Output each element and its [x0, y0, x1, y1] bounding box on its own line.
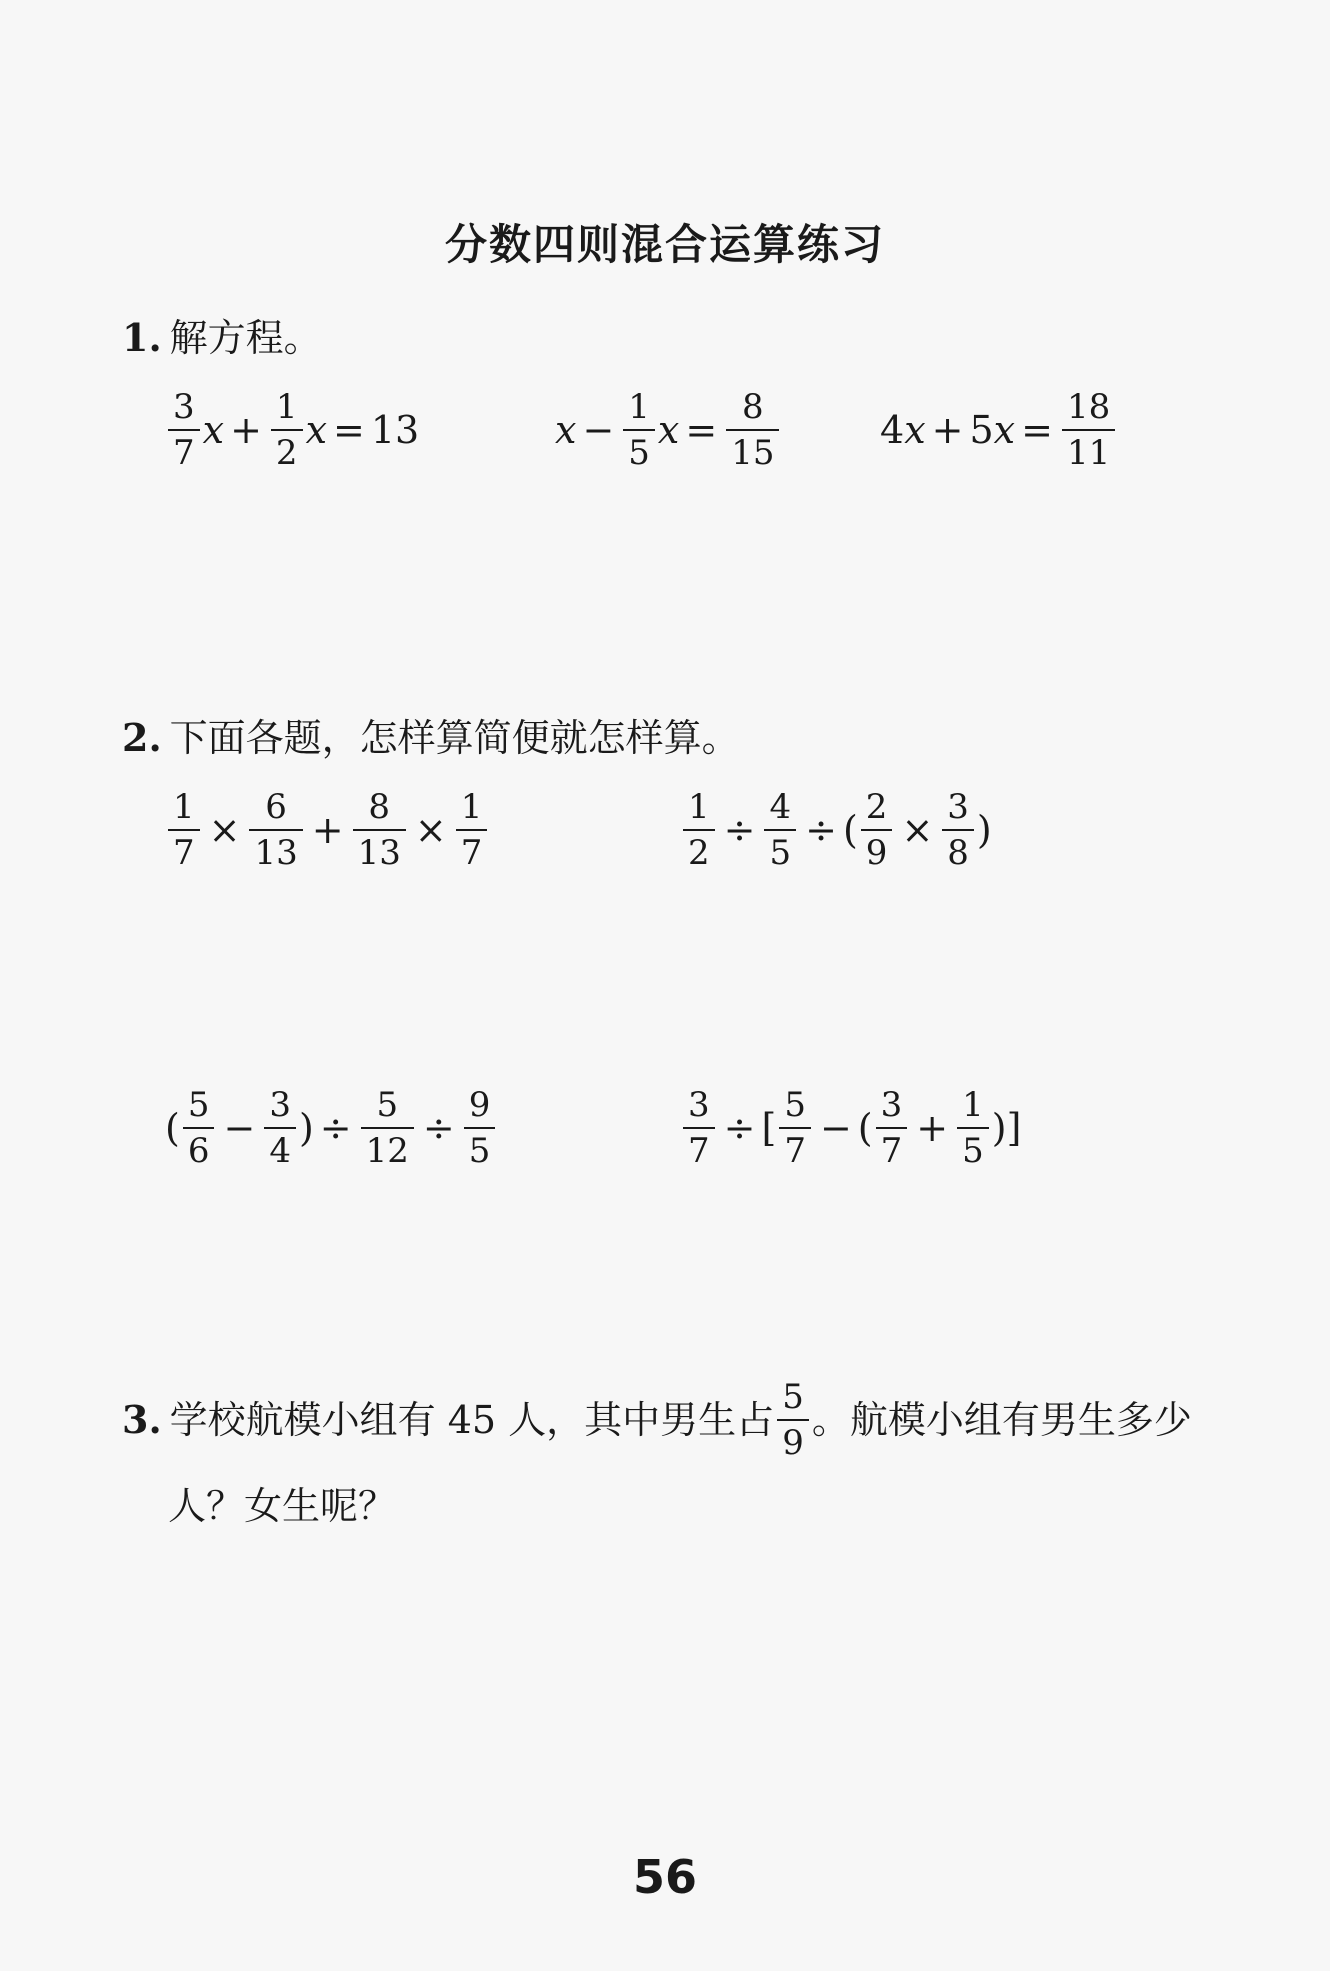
expression-2: $\frac{1}{2}$ ÷ $\frac{4}{5}$ ÷ ( $\frac{2}{9}$ × $\frac{3}{8}$ ) — [680, 790, 992, 870]
fraction: $\frac{3}{7}$ — [876, 1088, 908, 1168]
equation-1: $\frac{3}{7}$ x + $\frac{1}{2}$ x = 13 — [165, 390, 419, 470]
fraction: $\frac{1}{5}$ — [957, 1088, 989, 1168]
expression-3: ( $\frac{5}{6}$ − $\frac{3}{4}$ ) ÷ $\frac{5}{12}$ ÷ $\frac{9}{5}$ — [165, 1088, 498, 1168]
fraction: $\frac{1}{2}$ — [683, 790, 715, 870]
fraction: $\frac{4}{5}$ — [764, 790, 796, 870]
question-1-number: 1. — [122, 315, 162, 360]
fraction: $\frac{9}{5}$ — [464, 1088, 496, 1168]
equation-3: 4 x + 5 x = $\frac{18}{11}$ — [880, 390, 1118, 470]
question-2-heading — [122, 714, 740, 762]
fraction: $\frac{3}{7}$ — [683, 1088, 715, 1168]
question-2-text: 下面各题，怎样算简便就怎样算。 — [169, 716, 740, 760]
question-3-line-2: 人？女生呢？ — [168, 1484, 397, 1528]
question-3-text-before: 学校航模小组有 45 人，其中男生占 — [169, 1398, 775, 1442]
fraction: $\frac{3}{4}$ — [264, 1088, 296, 1168]
fraction: $\frac{18}{11}$ — [1062, 390, 1115, 470]
fraction: $\frac{5}{12}$ — [361, 1088, 414, 1168]
fraction: $\frac{5}{7}$ — [779, 1088, 811, 1168]
expression-4: $\frac{3}{7}$ ÷ [ $\frac{5}{7}$ − ( $\frac{3}{7}$ + $\frac{1}{5}$ ) ] — [680, 1088, 1021, 1168]
fraction: $\frac{3}{7}$ — [168, 390, 200, 470]
question-3-text-after: 。航模小组有男生多少 — [811, 1398, 1192, 1442]
fraction: $\frac{8}{13}$ — [353, 790, 406, 870]
fraction: $\frac{1}{7}$ — [456, 790, 488, 870]
question-3-number: 3. — [122, 1397, 162, 1442]
fraction: $\frac{6}{13}$ — [249, 790, 302, 870]
fraction: $\frac{8}{15}$ — [726, 390, 779, 470]
question-1-heading — [122, 314, 322, 362]
question-2-number: 2. — [122, 715, 162, 760]
fraction: $\frac{1}{5}$ — [623, 390, 655, 470]
question-1-text: 解方程。 — [169, 316, 322, 360]
page-title: 分数四则混合运算练习 — [444, 220, 885, 269]
fraction: $\frac{5}{6}$ — [183, 1088, 215, 1168]
fraction: $\frac{3}{8}$ — [942, 790, 974, 870]
fraction: $\frac{1}{7}$ — [168, 790, 200, 870]
expression-1: $\frac{1}{7}$ × $\frac{6}{13}$ + $\frac{8}{13}$ × $\frac{1}{7}$ — [165, 790, 490, 870]
page-number: 56 — [632, 1850, 697, 1904]
question-3-line-1 — [122, 1377, 1192, 1463]
fraction: $\frac{5}{9}$ — [777, 1380, 809, 1460]
fraction: $\frac{2}{9}$ — [861, 790, 893, 870]
fraction: $\frac{1}{2}$ — [271, 390, 303, 470]
equation-2: x − $\frac{1}{5}$ x = $\frac{8}{15}$ — [555, 390, 782, 470]
